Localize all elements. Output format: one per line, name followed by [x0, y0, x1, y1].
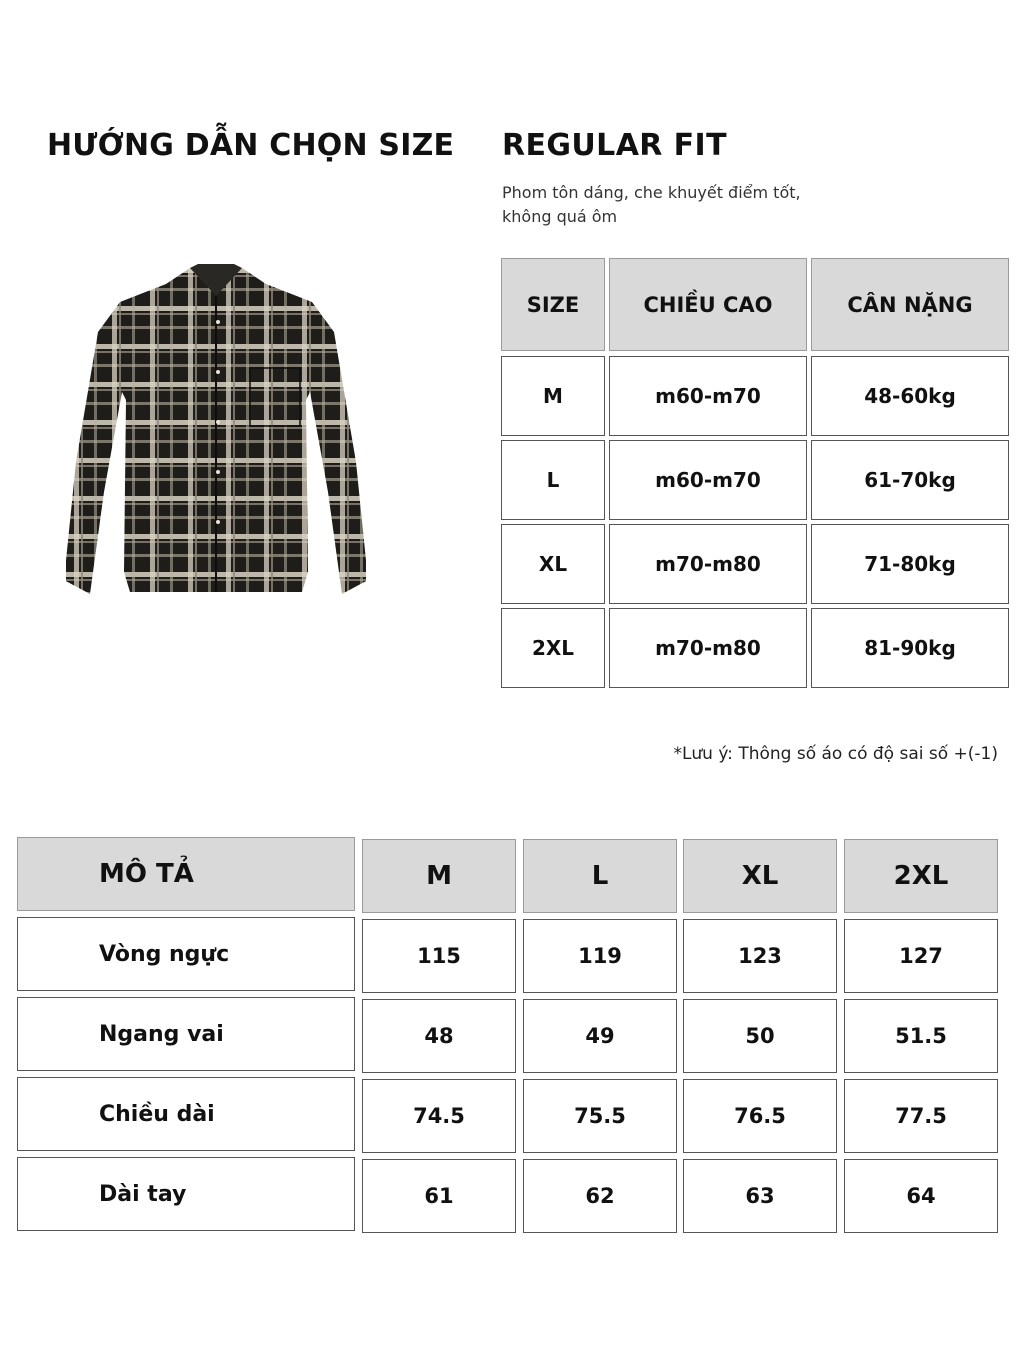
- measure-header-2xl: 2XL: [844, 839, 998, 913]
- height-cell: m70-m80: [609, 524, 807, 604]
- size-header-size: SIZE: [501, 258, 605, 351]
- measure-header-m: M: [362, 839, 516, 913]
- measure-header-xl: XL: [683, 839, 837, 913]
- measure-value: 76.5: [683, 1079, 837, 1153]
- plaid-shirt-icon: [66, 262, 366, 607]
- measure-value: 49: [523, 999, 677, 1073]
- measure-value: 62: [523, 1159, 677, 1233]
- measure-label: Vòng ngực: [17, 917, 355, 991]
- size-guide-title: HƯỚNG DẪN CHỌN SIZE: [47, 128, 455, 163]
- measure-label: Dài tay: [17, 1157, 355, 1231]
- size-header-weight: CÂN NẶNG: [811, 258, 1009, 351]
- measure-value: 127: [844, 919, 998, 993]
- weight-cell: 81-90kg: [811, 608, 1009, 688]
- measure-value: 48: [362, 999, 516, 1073]
- measure-value: 74.5: [362, 1079, 516, 1153]
- height-cell: m60-m70: [609, 440, 807, 520]
- measure-value: 51.5: [844, 999, 998, 1073]
- measure-header-l: L: [523, 839, 677, 913]
- measure-value: 75.5: [523, 1079, 677, 1153]
- tolerance-note: *Lưu ý: Thông số áo có độ sai số +(-1): [673, 744, 998, 764]
- measure-value: 119: [523, 919, 677, 993]
- size-cell: L: [501, 440, 605, 520]
- measure-value: 64: [844, 1159, 998, 1233]
- measure-value: 77.5: [844, 1079, 998, 1153]
- measure-value: 123: [683, 919, 837, 993]
- size-header-height: CHIỀU CAO: [609, 258, 807, 351]
- size-cell: 2XL: [501, 608, 605, 688]
- height-cell: m60-m70: [609, 356, 807, 436]
- fit-title: REGULAR FIT: [502, 128, 727, 163]
- measure-label: Chiều dài: [17, 1077, 355, 1151]
- size-cell: M: [501, 356, 605, 436]
- measure-label: Ngang vai: [17, 997, 355, 1071]
- weight-cell: 61-70kg: [811, 440, 1009, 520]
- product-image: [66, 262, 366, 607]
- height-cell: m70-m80: [609, 608, 807, 688]
- size-cell: XL: [501, 524, 605, 604]
- weight-cell: 48-60kg: [811, 356, 1009, 436]
- measure-value: 63: [683, 1159, 837, 1233]
- measure-value: 115: [362, 919, 516, 993]
- fit-description-line-2: không quá ôm: [502, 207, 618, 226]
- fit-description-line-1: Phom tôn dáng, che khuyết điểm tốt,: [502, 183, 801, 202]
- fit-description: [502, 181, 862, 229]
- weight-cell: 71-80kg: [811, 524, 1009, 604]
- measure-value: 61: [362, 1159, 516, 1233]
- measure-value: 50: [683, 999, 837, 1073]
- measure-header-description: MÔ TẢ: [17, 837, 355, 911]
